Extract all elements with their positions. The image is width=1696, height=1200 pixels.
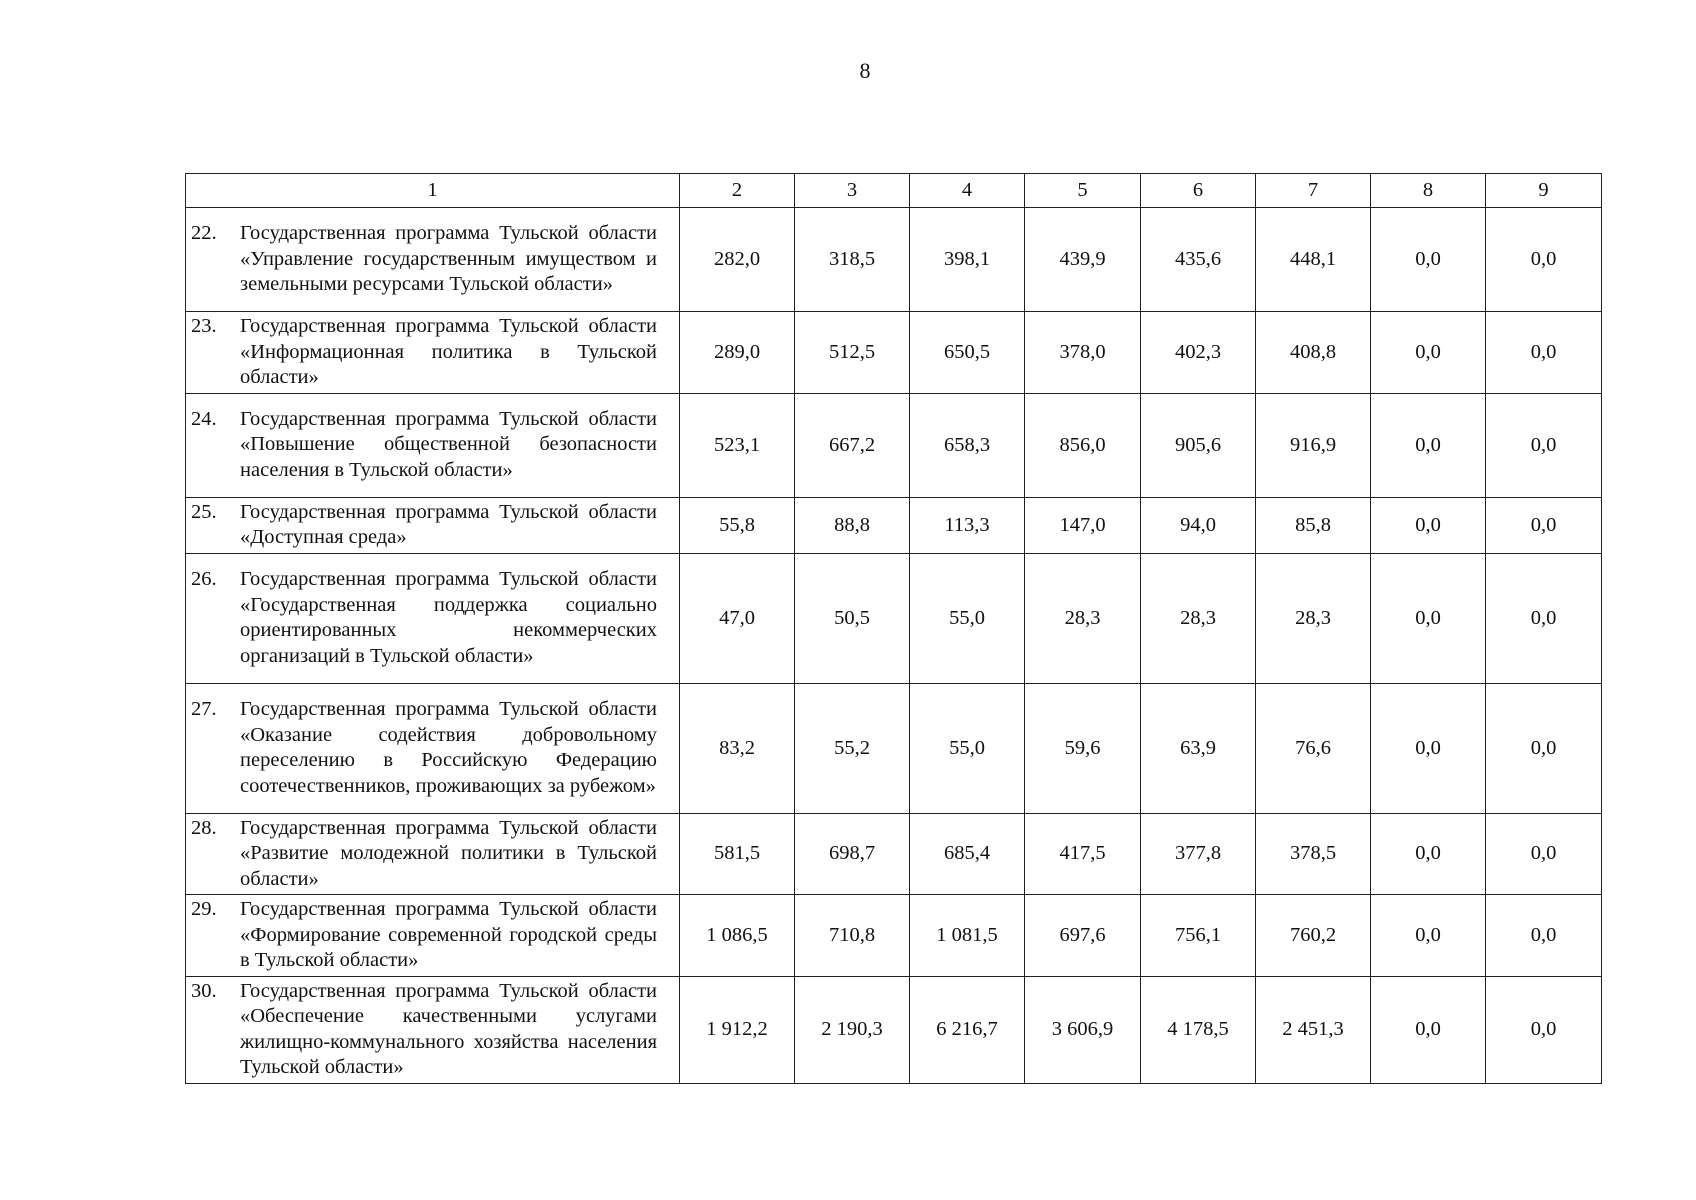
program-name: Государственная программа Тульской области «Доступная среда» [240,500,657,548]
value-cell: 581,5 [680,813,795,895]
value-cell: 760,2 [1256,895,1371,977]
value-cell: 0,0 [1486,813,1602,895]
program-name: Государственная программа Тульской области «Формирование современной городской среды в Тульской области» [240,898,657,971]
value-cell: 398,1 [910,208,1025,312]
table-row [186,976,1602,1083]
program-cell [186,976,680,1083]
row-index: 27. [191,698,217,720]
value-cell: 85,8 [1256,497,1371,553]
value-cell: 856,0 [1025,393,1141,497]
value-cell: 756,1 [1141,895,1256,977]
row-index: 25. [191,500,217,523]
program-name: Государственная программа Тульской области «Обеспечение качественными услугами жилищно-коммунального хозяйства населения Тульской области» [240,979,657,1078]
value-cell: 4 178,5 [1141,976,1256,1083]
program-cell [186,497,680,553]
program-cell [186,683,680,813]
table-body [186,174,1602,1084]
column-number-row [186,174,1602,208]
table-row [186,208,1602,312]
value-cell: 377,8 [1141,813,1256,895]
value-cell: 0,0 [1371,895,1486,977]
program-cell [186,553,680,683]
column-header: 9 [1486,174,1602,208]
value-cell: 378,0 [1025,312,1141,394]
program-name: Государственная программа Тульской области «Управление государственным имуществом и земельными ресурсами Тульской области» [240,222,657,296]
row-index: 26. [191,568,217,590]
value-cell: 28,3 [1256,553,1371,683]
value-cell: 0,0 [1486,976,1602,1083]
value-cell: 0,0 [1486,393,1602,497]
table-row [186,683,1602,813]
column-header: 2 [680,174,795,208]
value-cell: 658,3 [910,393,1025,497]
value-cell: 650,5 [910,312,1025,394]
value-cell: 28,3 [1141,553,1256,683]
program-name: Государственная программа Тульской области «Оказание содействия добровольному переселению в Российскую Федерацию соотечественников, проживающих за рубежом» [240,698,657,797]
program-name: Государственная программа Тульской области «Информационная политика в Тульской области» [240,315,657,388]
value-cell: 55,8 [680,497,795,553]
program-name: Государственная программа Тульской области «Государственная поддержка социально ориентированных некоммерческих организаций в Тульской области» [240,568,657,667]
value-cell: 0,0 [1486,497,1602,553]
value-cell: 55,0 [910,553,1025,683]
table-row [186,497,1602,553]
value-cell: 0,0 [1371,208,1486,312]
program-name: Государственная программа Тульской области «Повышение общественной безопасности населения в Тульской области» [240,407,657,481]
value-cell: 1 081,5 [910,895,1025,977]
table-row [186,312,1602,394]
column-header: 5 [1025,174,1141,208]
value-cell: 435,6 [1141,208,1256,312]
value-cell: 147,0 [1025,497,1141,553]
column-header: 8 [1371,174,1486,208]
table-row [186,813,1602,895]
program-cell [186,813,680,895]
value-cell: 1 912,2 [680,976,795,1083]
value-cell: 0,0 [1371,393,1486,497]
value-cell: 3 606,9 [1025,976,1141,1083]
value-cell: 439,9 [1025,208,1141,312]
row-index: 23. [191,315,217,337]
column-header: 6 [1141,174,1256,208]
value-cell: 685,4 [910,813,1025,895]
value-cell: 0,0 [1486,553,1602,683]
value-cell: 55,0 [910,683,1025,813]
page-number: 8 [859,58,871,83]
value-cell: 1 086,5 [680,895,795,977]
value-cell: 697,6 [1025,895,1141,977]
value-cell: 523,1 [680,393,795,497]
value-cell: 408,8 [1256,312,1371,394]
program-cell [186,208,680,312]
value-cell: 50,5 [795,553,910,683]
value-cell: 94,0 [1141,497,1256,553]
value-cell: 0,0 [1371,683,1486,813]
value-cell: 282,0 [680,208,795,312]
column-header: 3 [795,174,910,208]
row-index: 30. [191,979,217,1002]
value-cell: 113,3 [910,497,1025,553]
value-cell: 916,9 [1256,393,1371,497]
value-cell: 76,6 [1256,683,1371,813]
row-index: 22. [191,222,217,245]
value-cell: 402,3 [1141,312,1256,394]
value-cell: 2 190,3 [795,976,910,1083]
value-cell: 318,5 [795,208,910,312]
value-cell: 448,1 [1256,208,1371,312]
column-header: 7 [1256,174,1371,208]
value-cell: 55,2 [795,683,910,813]
value-cell: 83,2 [680,683,795,813]
value-cell: 378,5 [1256,813,1371,895]
table-row [186,553,1602,683]
value-cell: 0,0 [1486,683,1602,813]
value-cell: 0,0 [1371,976,1486,1083]
value-cell: 47,0 [680,553,795,683]
value-cell: 289,0 [680,312,795,394]
value-cell: 88,8 [795,497,910,553]
column-header: 1 [186,174,680,208]
value-cell: 512,5 [795,312,910,394]
value-cell: 667,2 [795,393,910,497]
program-cell [186,312,680,394]
value-cell: 0,0 [1486,312,1602,394]
program-cell [186,393,680,497]
value-cell: 905,6 [1141,393,1256,497]
value-cell: 63,9 [1141,683,1256,813]
value-cell: 0,0 [1486,895,1602,977]
table-row [186,393,1602,497]
row-index: 29. [191,898,217,920]
value-cell: 0,0 [1371,497,1486,553]
value-cell: 2 451,3 [1256,976,1371,1083]
value-cell: 0,0 [1486,208,1602,312]
value-cell: 59,6 [1025,683,1141,813]
value-cell: 417,5 [1025,813,1141,895]
value-cell: 0,0 [1371,312,1486,394]
value-cell: 710,8 [795,895,910,977]
value-cell: 0,0 [1371,553,1486,683]
value-cell: 698,7 [795,813,910,895]
budget-table [185,173,1602,1084]
value-cell: 28,3 [1025,553,1141,683]
value-cell: 6 216,7 [910,976,1025,1083]
program-cell [186,895,680,977]
program-name: Государственная программа Тульской области «Развитие молодежной политики в Тульской области» [240,816,657,890]
column-header: 4 [910,174,1025,208]
table-row [186,895,1602,977]
value-cell: 0,0 [1371,813,1486,895]
row-index: 28. [191,816,217,839]
row-index: 24. [191,407,217,430]
